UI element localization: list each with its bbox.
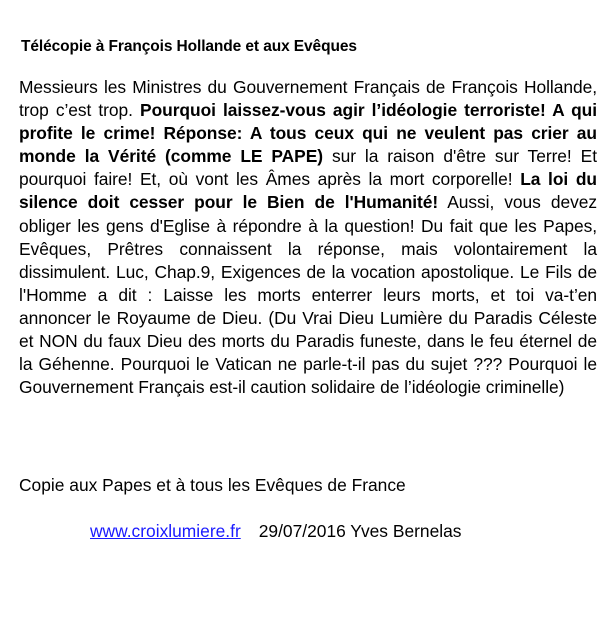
body-bold-2: La loi du silence doit cesser pour le Bien de l'Humanité! [19,169,597,213]
document-title: Télécopie à François Hollande et aux Evêques [21,38,357,55]
date-author: 29/07/2016 Yves Bernelas [258,521,462,541]
footer [90,520,461,543]
closing-line: Copie aux Papes et à tous les Evêques de France [19,475,406,495]
website-link[interactable]: www.croixlumiere.fr [90,521,241,541]
body-bold-1: Pourquoi laissez-vous agir l’idéologie terroriste! A qui profite le crime! Réponse: A tous ceux qui ne veulent pas crier au monde la Vérité (comme LE PAPE) [19,100,598,167]
body-text-1: Messieurs les Ministres du Gouvernement Français de François Hollande, trop c’est trop. [19,77,597,121]
letter-body [19,76,597,399]
body-text-2: sur la raison d'être sur Terre! Et pourquoi faire! Et, où vont les Âmes après la mort corporelle! [19,146,597,190]
body-text-3: Aussi, vous devez obliger les gens d'Eglise à répondre à la question! Du fait que les Papes, Evêques, Prêtres connaissent la réponse, mais volontairement la dissimulent. Luc, Chap.9, Exigences de la vocation apostolique. Le Fils de l'Homme a dit : Laisse les morts enterrer leurs morts, et toi va-t’en annoncer le Royaume de Dieu. (Du Vrai Dieu Lumière du Paradis Céleste et NON du faux Dieu des morts du Paradis funeste, dans le feu éternel de la Géhenne. Pourquoi le Vatican ne parle-t-il pas du sujet ??? Pourquoi le Gouvernement Français est-il caution solidaire de l’idéologie criminelle) [19,192,597,398]
